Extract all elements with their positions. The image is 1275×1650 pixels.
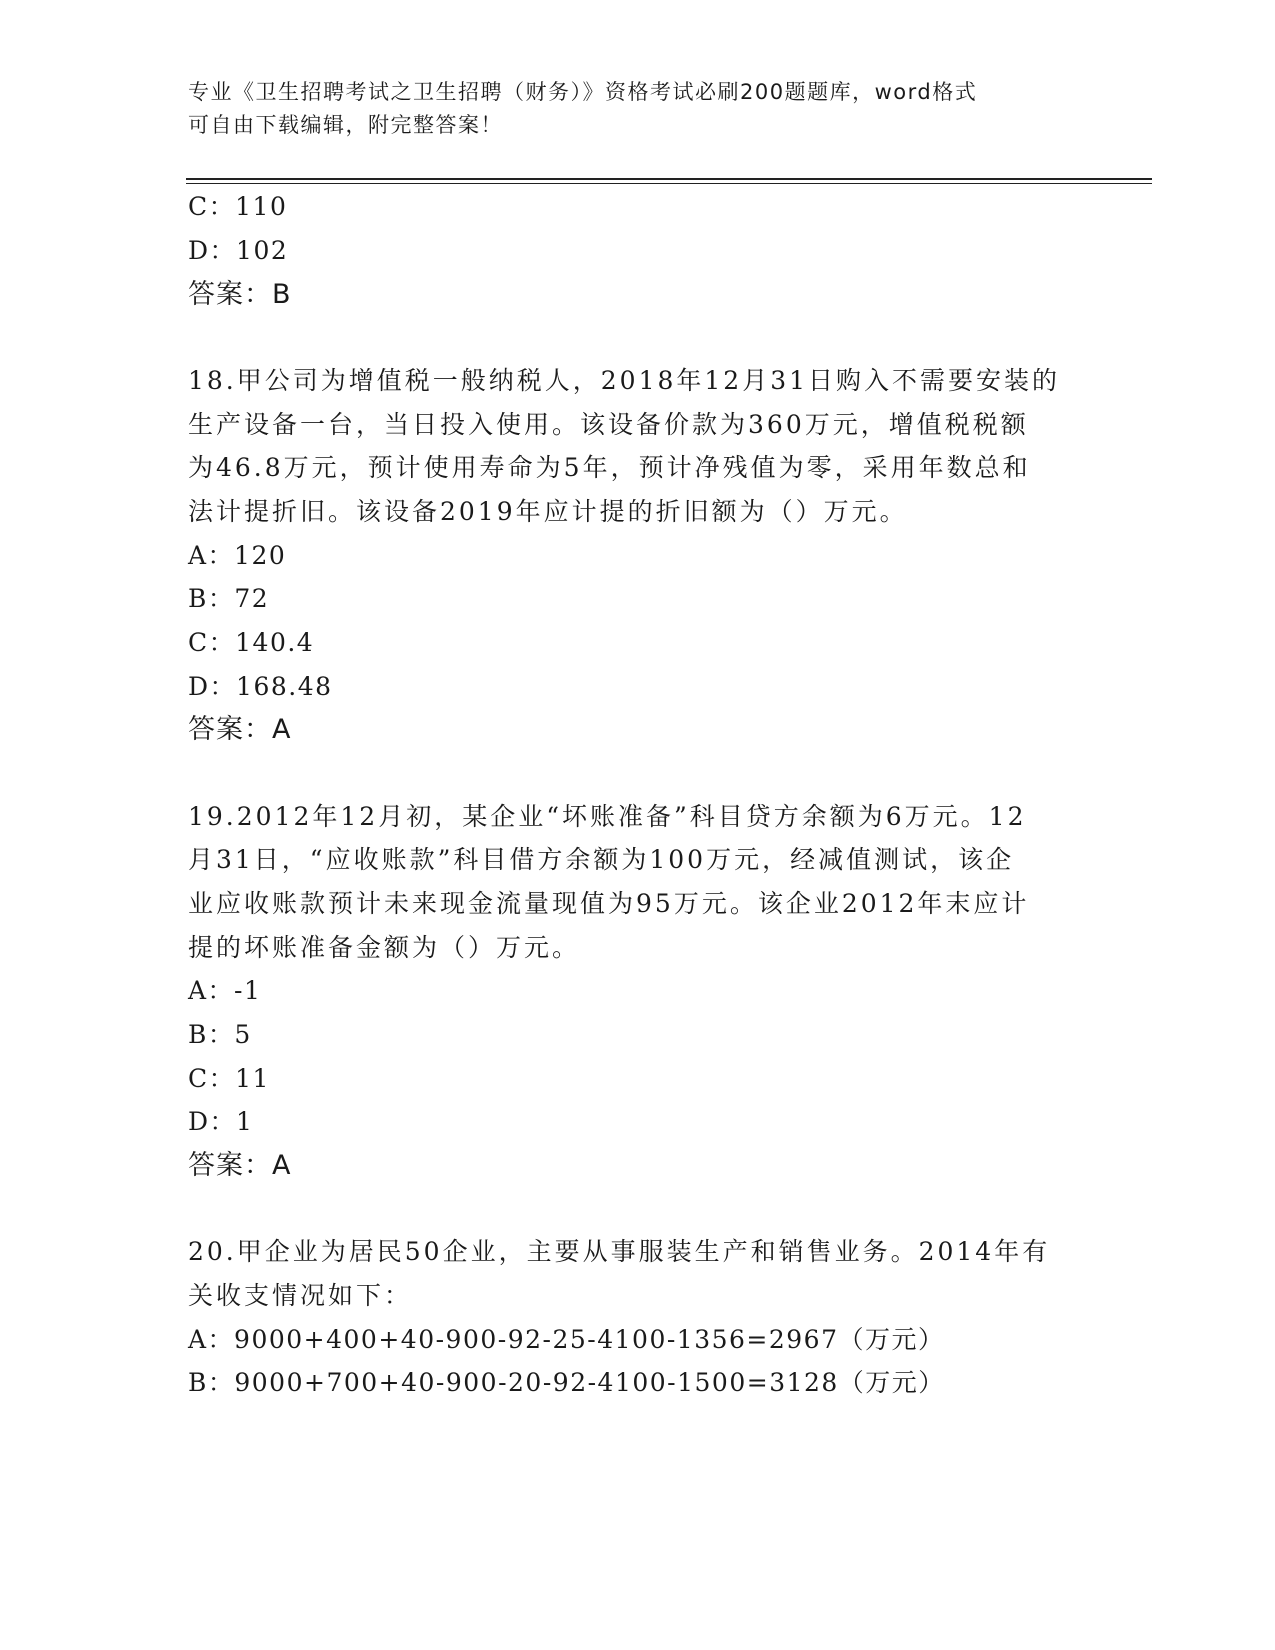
q18-option-d: D：168.48 — [188, 672, 333, 701]
q19-stem-line-2: 月31日，“应收账款”科目借方余额为100万元，经减值测试，该企 — [188, 845, 1015, 874]
q18-stem-line-4: 法计提折旧。该设备2019年应计提的折旧额为（）万元。 — [188, 497, 908, 526]
q18-option-c: C：140.4 — [188, 628, 315, 657]
document-header — [188, 76, 1068, 142]
q18-stem-line-1: 18.甲公司为增值税一般纳税人，2018年12月31日购入不需要安装的 — [188, 366, 1061, 395]
q19-option-a: A：-1 — [188, 976, 262, 1005]
header-line-1: 专业《卫生招聘考试之卫生招聘（财务）》资格考试必刷200题题库，word格式 — [188, 80, 978, 104]
q19-option-d: D：1 — [188, 1107, 254, 1136]
header-line-2: 可自由下载编辑，附完整答案！ — [188, 113, 503, 137]
q19-option-c: C：11 — [188, 1064, 270, 1093]
q17-option-d: D：102 — [188, 236, 289, 265]
q20-stem-line-2: 关收支情况如下： — [188, 1281, 413, 1310]
q19-answer: 答案：A — [188, 1150, 292, 1181]
q18-option-b: B：72 — [188, 584, 270, 613]
q17-option-c: C：110 — [188, 192, 288, 221]
q20-stem-line-1: 20.甲企业为居民50企业，主要从事服装生产和销售业务。2014年有 — [188, 1237, 1051, 1266]
header-divider-thick — [186, 178, 1152, 180]
q19-stem-line-3: 业应收账款预计未来现金流量现值为95万元。该企业2012年末应计 — [188, 889, 1030, 918]
q18-option-a: A：120 — [188, 541, 287, 570]
q18-stem-line-2: 生产设备一台，当日投入使用。该设备价款为360万元，增值税税额 — [188, 410, 1029, 439]
q19-stem-line-4: 提的坏账准备金额为（）万元。 — [188, 933, 581, 962]
q19-stem-line-1: 19.2012年12月初，某企业“坏账准备”科目贷方余额为6万元。12 — [188, 802, 1027, 831]
q18-stem-line-3: 为46.8万元，预计使用寿命为5年，预计净残值为零，采用年数总和 — [188, 453, 1031, 482]
q19-option-b: B：5 — [188, 1020, 252, 1049]
q20-option-b: B：9000+700+40-900-20-92-4100-1500=3128（万元） — [188, 1368, 945, 1397]
q20-option-a: A：9000+400+40-900-92-25-4100-1356=2967（万元） — [188, 1325, 945, 1354]
q18-answer: 答案：A — [188, 714, 292, 745]
q17-answer: 答案：B — [188, 279, 292, 310]
header-divider-thin — [186, 183, 1152, 184]
